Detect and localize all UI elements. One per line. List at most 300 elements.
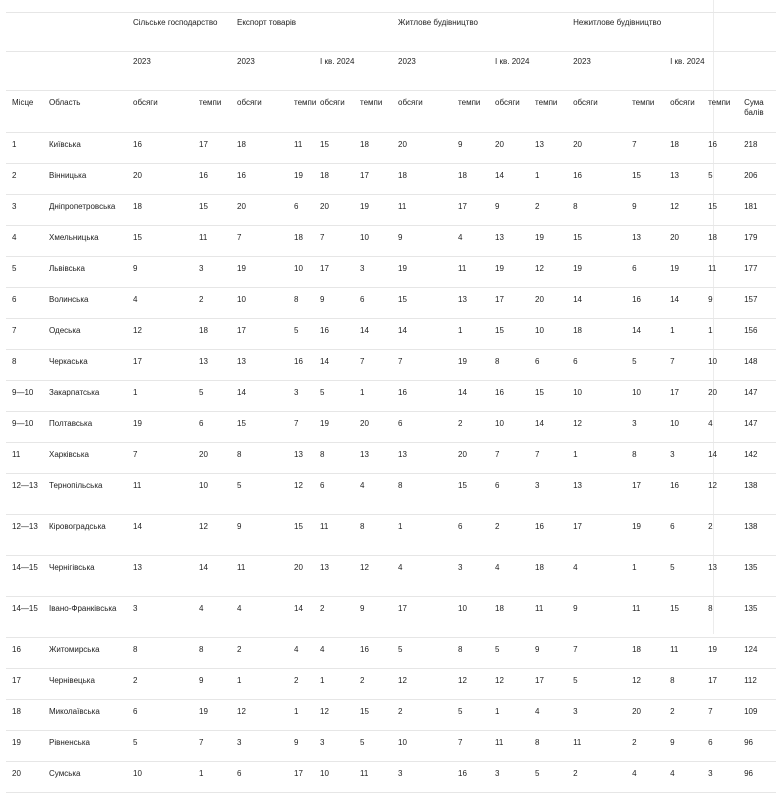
cell-value: 8 xyxy=(231,443,288,474)
table-row xyxy=(6,288,776,319)
cell-value: 19 xyxy=(626,515,664,556)
cell-value: 13 xyxy=(452,288,489,319)
cell-value: 3 xyxy=(231,731,288,762)
cell-value: 4 xyxy=(702,412,738,443)
cell-region: Волинська xyxy=(43,288,127,319)
cell-value: 10 xyxy=(127,762,193,793)
cell-value: 9 xyxy=(626,195,664,226)
cell-region: Чернігівська xyxy=(43,556,127,597)
cell-value: 17 xyxy=(288,762,314,793)
cell-value: 13 xyxy=(231,350,288,381)
cell-value: 1 xyxy=(702,319,738,350)
table-row xyxy=(6,638,776,669)
ranking-table-container xyxy=(6,12,776,793)
cell-place: 20 xyxy=(6,762,43,793)
cell-value: 6 xyxy=(626,257,664,288)
table-row xyxy=(6,515,776,556)
cell-value: 8 xyxy=(314,443,354,474)
cell-value: 1 xyxy=(127,381,193,412)
header-period-nonres-q1-2024: І кв. 2024 xyxy=(664,52,738,91)
cell-value: 5 xyxy=(626,350,664,381)
cell-region: Рівненська xyxy=(43,731,127,762)
cell-value: 4 xyxy=(231,597,288,638)
cell-value: 20 xyxy=(489,133,529,164)
header-rate: темпи xyxy=(452,91,489,133)
cell-place: 12—13 xyxy=(6,474,43,515)
cell-value: 16 xyxy=(231,164,288,195)
cell-sum: 177 xyxy=(738,257,776,288)
cell-sum: 96 xyxy=(738,762,776,793)
table-row xyxy=(6,731,776,762)
cell-value: 2 xyxy=(452,412,489,443)
table-row xyxy=(6,164,776,195)
cell-place: 4 xyxy=(6,226,43,257)
cell-sum: 206 xyxy=(738,164,776,195)
cell-value: 5 xyxy=(702,164,738,195)
cell-value: 13 xyxy=(193,350,231,381)
header-period-housing-q1-2024: І кв. 2024 xyxy=(489,52,567,91)
cell-sum: 135 xyxy=(738,597,776,638)
cell-value: 14 xyxy=(392,319,452,350)
cell-value: 13 xyxy=(354,443,392,474)
header-empty-cell xyxy=(43,52,127,91)
cell-value: 17 xyxy=(489,288,529,319)
cell-value: 3 xyxy=(489,762,529,793)
cell-value: 1 xyxy=(354,381,392,412)
cell-region: Чернівецька xyxy=(43,669,127,700)
header-rate: темпи xyxy=(354,91,392,133)
header-empty-cell xyxy=(738,52,776,91)
cell-value: 15 xyxy=(489,319,529,350)
cell-value: 3 xyxy=(127,597,193,638)
cell-value: 10 xyxy=(193,474,231,515)
header-period-housing-2023: 2023 xyxy=(392,52,489,91)
cell-value: 4 xyxy=(127,288,193,319)
cell-value: 11 xyxy=(567,731,626,762)
cell-value: 16 xyxy=(529,515,567,556)
cell-value: 3 xyxy=(626,412,664,443)
cell-value: 10 xyxy=(314,762,354,793)
cell-value: 6 xyxy=(567,350,626,381)
cell-value: 10 xyxy=(288,257,314,288)
cell-sum: 157 xyxy=(738,288,776,319)
cell-value: 2 xyxy=(127,669,193,700)
cell-value: 8 xyxy=(452,638,489,669)
cell-sum: 179 xyxy=(738,226,776,257)
cell-value: 6 xyxy=(664,515,702,556)
cell-value: 1 xyxy=(567,443,626,474)
cell-region: Сумська xyxy=(43,762,127,793)
cell-sum: 142 xyxy=(738,443,776,474)
cell-value: 10 xyxy=(626,381,664,412)
cell-value: 9 xyxy=(288,731,314,762)
header-volume: обсяги xyxy=(664,91,702,133)
cell-value: 7 xyxy=(288,412,314,443)
header-volume: обсяги xyxy=(567,91,626,133)
cell-value: 20 xyxy=(354,412,392,443)
cell-value: 14 xyxy=(702,443,738,474)
cell-value: 2 xyxy=(392,700,452,731)
cell-value: 17 xyxy=(702,669,738,700)
cell-value: 5 xyxy=(314,381,354,412)
cell-value: 9 xyxy=(567,597,626,638)
cell-sum: 124 xyxy=(738,638,776,669)
cell-value: 19 xyxy=(392,257,452,288)
cell-value: 1 xyxy=(489,700,529,731)
cell-value: 18 xyxy=(193,319,231,350)
cell-value: 14 xyxy=(567,288,626,319)
cell-value: 14 xyxy=(664,288,702,319)
cell-place: 8 xyxy=(6,350,43,381)
cell-place: 11 xyxy=(6,443,43,474)
cell-value: 5 xyxy=(489,638,529,669)
cell-value: 7 xyxy=(664,350,702,381)
cell-value: 1 xyxy=(231,669,288,700)
header-volume: обсяги xyxy=(127,91,193,133)
cell-value: 7 xyxy=(193,731,231,762)
header-volume: обсяги xyxy=(489,91,529,133)
cell-value: 19 xyxy=(664,257,702,288)
cell-value: 9 xyxy=(452,133,489,164)
table-row xyxy=(6,133,776,164)
cell-value: 6 xyxy=(392,412,452,443)
cell-sum: 109 xyxy=(738,700,776,731)
cell-value: 16 xyxy=(567,164,626,195)
cell-value: 17 xyxy=(452,195,489,226)
cell-value: 15 xyxy=(567,226,626,257)
cell-value: 14 xyxy=(231,381,288,412)
cell-value: 3 xyxy=(314,731,354,762)
cell-value: 11 xyxy=(127,474,193,515)
cell-value: 18 xyxy=(392,164,452,195)
table-row xyxy=(6,226,776,257)
cell-value: 11 xyxy=(231,556,288,597)
cell-value: 12 xyxy=(231,700,288,731)
cell-value: 7 xyxy=(489,443,529,474)
header-group-housing: Житлове будівництво xyxy=(392,13,567,52)
cell-value: 18 xyxy=(702,226,738,257)
cell-value: 15 xyxy=(664,597,702,638)
cell-value: 19 xyxy=(127,412,193,443)
cell-value: 3 xyxy=(392,762,452,793)
cell-value: 7 xyxy=(626,133,664,164)
cell-value: 12 xyxy=(702,474,738,515)
cell-value: 17 xyxy=(193,133,231,164)
cell-value: 18 xyxy=(231,133,288,164)
cell-value: 9 xyxy=(529,638,567,669)
cell-value: 6 xyxy=(354,288,392,319)
table-row xyxy=(6,381,776,412)
cell-value: 20 xyxy=(626,700,664,731)
cell-value: 17 xyxy=(626,474,664,515)
header-row-columns xyxy=(6,91,776,133)
cell-value: 16 xyxy=(193,164,231,195)
cell-value: 15 xyxy=(193,195,231,226)
cell-value: 7 xyxy=(567,638,626,669)
cell-value: 2 xyxy=(567,762,626,793)
cell-value: 6 xyxy=(193,412,231,443)
cell-value: 14 xyxy=(626,319,664,350)
cell-sum: 112 xyxy=(738,669,776,700)
header-empty-cell xyxy=(6,52,43,91)
header-group-agriculture: Сільське господарство xyxy=(127,13,231,52)
header-sum: Сума балів xyxy=(738,91,776,133)
header-row-periods xyxy=(6,52,776,91)
cell-region: Житомирська xyxy=(43,638,127,669)
cell-value: 5 xyxy=(567,669,626,700)
cell-region: Кіровоградська xyxy=(43,515,127,556)
cell-value: 10 xyxy=(702,350,738,381)
cell-region: Одеська xyxy=(43,319,127,350)
cell-place: 9—10 xyxy=(6,381,43,412)
cell-value: 19 xyxy=(288,164,314,195)
cell-value: 10 xyxy=(529,319,567,350)
cell-value: 4 xyxy=(567,556,626,597)
table-row xyxy=(6,597,776,638)
cell-value: 16 xyxy=(288,350,314,381)
header-empty-cell xyxy=(43,13,127,52)
cell-value: 11 xyxy=(529,597,567,638)
cell-place: 1 xyxy=(6,133,43,164)
header-period-nonres-2023: 2023 xyxy=(567,52,664,91)
cell-sum: 156 xyxy=(738,319,776,350)
cell-value: 5 xyxy=(354,731,392,762)
cell-value: 9 xyxy=(489,195,529,226)
cell-value: 4 xyxy=(452,226,489,257)
cell-value: 19 xyxy=(702,638,738,669)
cell-value: 17 xyxy=(231,319,288,350)
cell-value: 3 xyxy=(452,556,489,597)
cell-value: 7 xyxy=(529,443,567,474)
cell-value: 2 xyxy=(529,195,567,226)
cell-value: 3 xyxy=(354,257,392,288)
cell-value: 10 xyxy=(231,288,288,319)
cell-value: 8 xyxy=(489,350,529,381)
cell-value: 7 xyxy=(392,350,452,381)
cell-value: 5 xyxy=(529,762,567,793)
cell-value: 10 xyxy=(489,412,529,443)
cell-value: 11 xyxy=(489,731,529,762)
cell-value: 19 xyxy=(231,257,288,288)
cell-value: 4 xyxy=(489,556,529,597)
cell-value: 14 xyxy=(127,515,193,556)
cell-value: 20 xyxy=(127,164,193,195)
cell-value: 14 xyxy=(529,412,567,443)
cell-value: 5 xyxy=(392,638,452,669)
cell-value: 3 xyxy=(529,474,567,515)
cell-value: 15 xyxy=(314,133,354,164)
table-row xyxy=(6,257,776,288)
cell-sum: 148 xyxy=(738,350,776,381)
cell-place: 2 xyxy=(6,164,43,195)
cell-value: 5 xyxy=(664,556,702,597)
cell-value: 9 xyxy=(193,669,231,700)
cell-sum: 138 xyxy=(738,474,776,515)
cell-value: 19 xyxy=(193,700,231,731)
cell-place: 16 xyxy=(6,638,43,669)
cell-value: 5 xyxy=(288,319,314,350)
cell-value: 5 xyxy=(127,731,193,762)
header-volume: обсяги xyxy=(231,91,288,133)
header-volume: обсяги xyxy=(392,91,452,133)
cell-region: Полтавська xyxy=(43,412,127,443)
cell-value: 11 xyxy=(354,762,392,793)
header-rate: темпи xyxy=(288,91,314,133)
cell-value: 8 xyxy=(529,731,567,762)
cell-value: 9 xyxy=(127,257,193,288)
cell-value: 1 xyxy=(529,164,567,195)
header-group-nonresidential: Нежитлове будівництво xyxy=(567,13,738,52)
cell-value: 4 xyxy=(626,762,664,793)
cell-value: 12 xyxy=(392,669,452,700)
cell-place: 18 xyxy=(6,700,43,731)
cell-value: 13 xyxy=(392,443,452,474)
cell-value: 13 xyxy=(567,474,626,515)
cell-value: 18 xyxy=(127,195,193,226)
header-rate: темпи xyxy=(702,91,738,133)
cell-value: 8 xyxy=(626,443,664,474)
header-row-groups xyxy=(6,13,776,52)
cell-value: 8 xyxy=(392,474,452,515)
cell-region: Івано-Франківська xyxy=(43,597,127,638)
cell-value: 2 xyxy=(489,515,529,556)
cell-value: 18 xyxy=(626,638,664,669)
cell-value: 18 xyxy=(314,164,354,195)
header-rate: темпи xyxy=(529,91,567,133)
cell-value: 10 xyxy=(664,412,702,443)
cell-value: 18 xyxy=(354,133,392,164)
table-row xyxy=(6,443,776,474)
cell-value: 4 xyxy=(664,762,702,793)
cell-place: 9—10 xyxy=(6,412,43,443)
cell-value: 15 xyxy=(702,195,738,226)
regions-ranking-table xyxy=(6,12,776,793)
cell-value: 1 xyxy=(314,669,354,700)
cell-value: 17 xyxy=(567,515,626,556)
cell-value: 1 xyxy=(193,762,231,793)
cell-value: 16 xyxy=(354,638,392,669)
cell-value: 13 xyxy=(664,164,702,195)
cell-value: 12 xyxy=(529,257,567,288)
cell-value: 11 xyxy=(392,195,452,226)
cell-value: 17 xyxy=(664,381,702,412)
header-rate: темпи xyxy=(193,91,231,133)
cell-value: 7 xyxy=(354,350,392,381)
cell-place: 19 xyxy=(6,731,43,762)
cell-value: 20 xyxy=(231,195,288,226)
cell-sum: 218 xyxy=(738,133,776,164)
cell-sum: 138 xyxy=(738,515,776,556)
table-row xyxy=(6,412,776,443)
cell-place: 17 xyxy=(6,669,43,700)
cell-value: 7 xyxy=(127,443,193,474)
cell-value: 6 xyxy=(489,474,529,515)
cell-value: 18 xyxy=(567,319,626,350)
table-body xyxy=(6,133,776,793)
cell-place: 14—15 xyxy=(6,556,43,597)
cell-value: 3 xyxy=(567,700,626,731)
cell-value: 9 xyxy=(354,597,392,638)
cell-value: 4 xyxy=(193,597,231,638)
cell-value: 10 xyxy=(354,226,392,257)
cell-value: 8 xyxy=(702,597,738,638)
cell-value: 17 xyxy=(529,669,567,700)
cell-value: 11 xyxy=(314,515,354,556)
cell-region: Миколаївська xyxy=(43,700,127,731)
cell-value: 4 xyxy=(314,638,354,669)
cell-value: 2 xyxy=(626,731,664,762)
cell-value: 16 xyxy=(452,762,489,793)
cell-value: 4 xyxy=(354,474,392,515)
header-volume: обсяги xyxy=(314,91,354,133)
cell-value: 6 xyxy=(231,762,288,793)
cell-value: 6 xyxy=(288,195,314,226)
cell-value: 16 xyxy=(702,133,738,164)
cell-value: 19 xyxy=(314,412,354,443)
header-region: Область xyxy=(43,91,127,133)
cell-value: 20 xyxy=(567,133,626,164)
cell-value: 15 xyxy=(392,288,452,319)
cell-value: 18 xyxy=(452,164,489,195)
cell-value: 14 xyxy=(354,319,392,350)
header-empty-cell xyxy=(738,13,776,52)
header-rate: темпи xyxy=(626,91,664,133)
cell-region: Закарпатська xyxy=(43,381,127,412)
cell-value: 17 xyxy=(354,164,392,195)
cell-value: 16 xyxy=(489,381,529,412)
cell-value: 9 xyxy=(664,731,702,762)
cell-value: 5 xyxy=(193,381,231,412)
cell-value: 1 xyxy=(452,319,489,350)
cell-value: 20 xyxy=(664,226,702,257)
cell-value: 17 xyxy=(314,257,354,288)
cell-value: 18 xyxy=(288,226,314,257)
cell-value: 2 xyxy=(314,597,354,638)
cell-value: 12 xyxy=(127,319,193,350)
cell-value: 8 xyxy=(664,669,702,700)
header-period-export-q1-2024: І кв. 2024 xyxy=(314,52,392,91)
cell-value: 19 xyxy=(529,226,567,257)
cell-place: 6 xyxy=(6,288,43,319)
header-place: Місце xyxy=(6,91,43,133)
cell-value: 4 xyxy=(529,700,567,731)
cell-value: 17 xyxy=(127,350,193,381)
cell-value: 11 xyxy=(702,257,738,288)
cell-value: 13 xyxy=(314,556,354,597)
cell-value: 9 xyxy=(702,288,738,319)
cell-region: Дніпропетровська xyxy=(43,195,127,226)
table-row xyxy=(6,319,776,350)
cell-value: 14 xyxy=(314,350,354,381)
cell-value: 13 xyxy=(529,133,567,164)
cell-value: 2 xyxy=(231,638,288,669)
cell-value: 10 xyxy=(452,597,489,638)
cell-sum: 135 xyxy=(738,556,776,597)
table-row xyxy=(6,762,776,793)
cell-value: 3 xyxy=(664,443,702,474)
cell-value: 12 xyxy=(354,556,392,597)
cell-value: 5 xyxy=(452,700,489,731)
header-period-agri-2023: 2023 xyxy=(127,52,231,91)
cell-value: 11 xyxy=(193,226,231,257)
cell-region: Черкаська xyxy=(43,350,127,381)
cell-value: 2 xyxy=(193,288,231,319)
cell-place: 3 xyxy=(6,195,43,226)
cell-value: 12 xyxy=(314,700,354,731)
cell-value: 3 xyxy=(288,381,314,412)
cell-value: 2 xyxy=(288,669,314,700)
cell-value: 10 xyxy=(392,731,452,762)
